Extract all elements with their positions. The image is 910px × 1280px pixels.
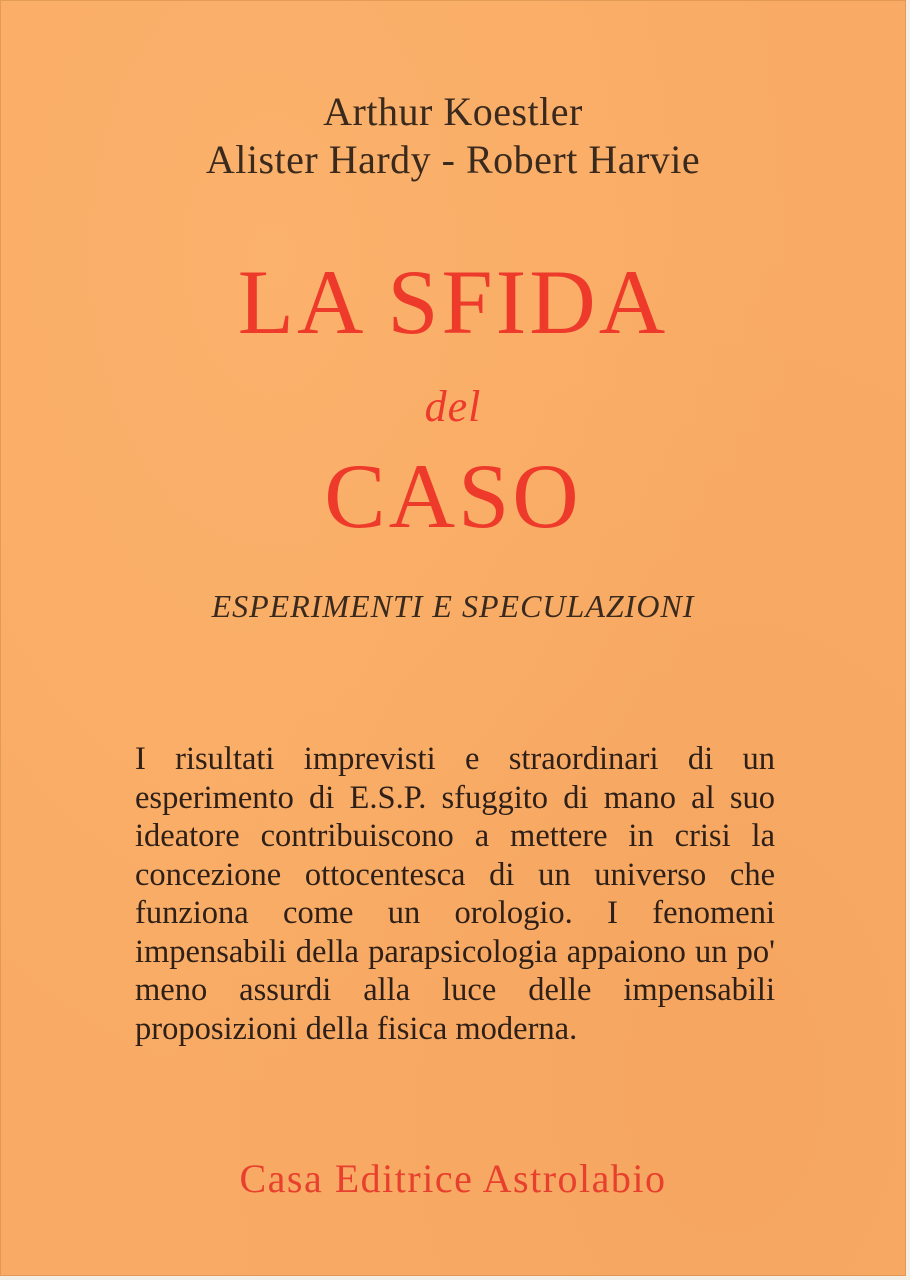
authors-line-1: Arthur Koestler [323,89,583,134]
subtitle: ESPERIMENTI E SPECULAZIONI [211,588,695,624]
title-end: CASO [324,445,582,547]
blurb-text: I risultati imprevisti e straordinari di un esperimento di E.S.P. sfuggito di mano al suo ideatore contribuiscono a mettere in crisi la concezione ottocentesca di un universo che funziona come un orologio. I fenomeni impensabili della parapsicologia appaiono un po' meno assurdi alla luce delle impensabili proposizioni della fisica moderna. [135,741,775,1047]
publisher-name: Casa Editrice Astrolabio [239,1156,667,1201]
title-connector: del [424,382,482,431]
title-main: LA SFIDA [237,251,669,353]
authors-line-2: Alister Hardy - Robert Harvie [205,137,701,182]
